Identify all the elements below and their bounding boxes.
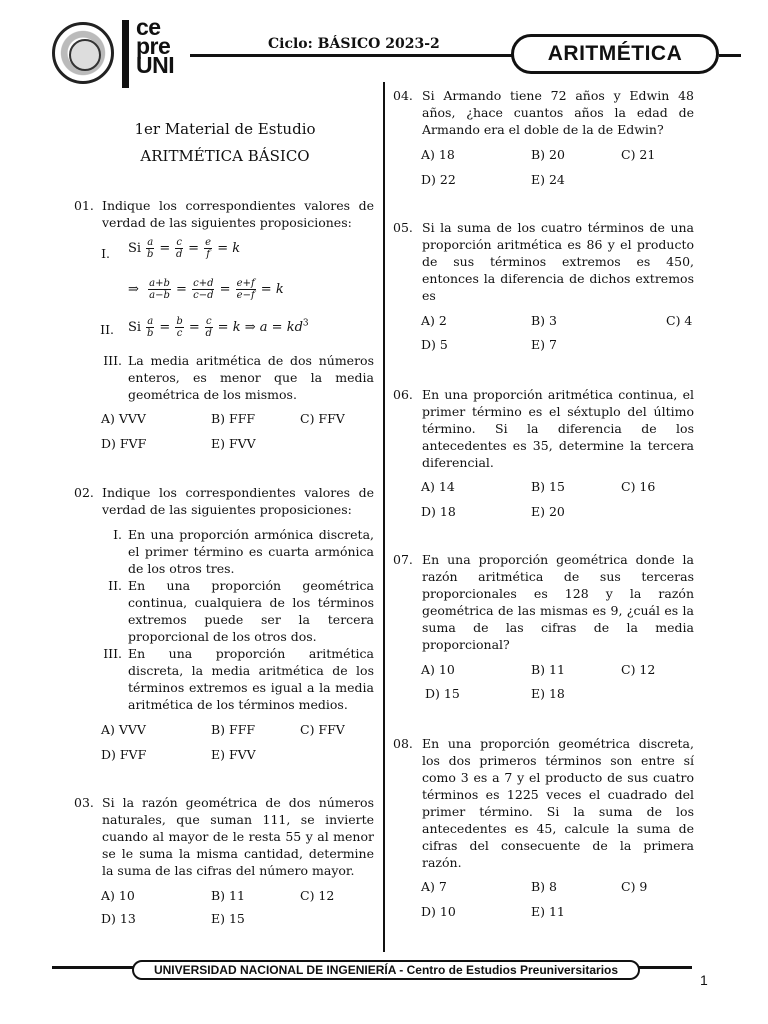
item-text: En una proporción armónica discreta, el primer término es cuarta armónica de los otros tres. bbox=[128, 527, 374, 576]
question-number: 03. bbox=[74, 795, 94, 810]
option: E) 15 bbox=[211, 911, 245, 926]
option: C) 21 bbox=[621, 147, 656, 162]
option: C) FFV bbox=[300, 722, 345, 737]
question-number: 02. bbox=[74, 485, 94, 500]
option: B) 3 bbox=[531, 313, 557, 328]
option: D) FVF bbox=[101, 436, 147, 451]
page-number: 1 bbox=[700, 972, 708, 988]
option: B) 20 bbox=[531, 147, 565, 162]
footer-institution: UNIVERSIDAD NACIONAL DE INGENIERÍA - Centro de Estudios Preuniversitarios bbox=[132, 960, 640, 980]
cepre-uni-logo: ce pre UNI bbox=[136, 14, 175, 78]
option: C) FFV bbox=[300, 411, 345, 426]
item-label: III. bbox=[103, 646, 122, 661]
question-number: 08. bbox=[393, 736, 413, 751]
option: A) 10 bbox=[101, 888, 135, 903]
option: E) 11 bbox=[531, 904, 565, 919]
item-text: En una proporción aritmética discreta, la media aritmética de los términos extremos es igual a la media aritmética de los términos medios. bbox=[128, 646, 374, 712]
formula-II: Si $\frac{a}{b}$ = $\frac{b}{c}$ = $\frac{c}{d}$ = k ⇒ $a = kd^3$ bbox=[128, 316, 309, 339]
question-number: 07. bbox=[393, 552, 413, 567]
option: C) 12 bbox=[300, 888, 335, 903]
option: B) 8 bbox=[531, 879, 557, 894]
question-number: 01. bbox=[74, 198, 94, 213]
option: A) 10 bbox=[421, 662, 455, 677]
question-stem: Indique los correspondientes valores de verdad de las siguientes proposiciones: bbox=[102, 485, 374, 517]
question-number: 04. bbox=[393, 88, 413, 103]
item-text: La media aritmética de dos números enteros, es menor que la media geométrica de los mismos. bbox=[128, 353, 374, 402]
option: D) 18 bbox=[421, 504, 456, 519]
item-label: III. bbox=[103, 353, 122, 368]
option: B) 11 bbox=[211, 888, 245, 903]
material-title: 1er Material de Estudio bbox=[134, 120, 316, 138]
option: E) 24 bbox=[531, 172, 565, 187]
header-rule bbox=[190, 54, 512, 57]
uni-seal-logo bbox=[52, 22, 114, 84]
question-stem: Indique los correspondientes valores de verdad de las siguientes proposiciones: bbox=[102, 198, 374, 230]
option: B) FFF bbox=[211, 722, 256, 737]
cycle-label: Ciclo: BÁSICO 2023-2 bbox=[268, 36, 440, 52]
option: C) 16 bbox=[621, 479, 656, 494]
option: E) 18 bbox=[531, 686, 565, 701]
formula-I-line1: Si $\frac{a}{b}$ = $\frac{c}{d}$ = $\frac{e}{f}$ = k bbox=[128, 237, 241, 260]
question-number: 06. bbox=[393, 387, 413, 402]
item-label: I. bbox=[101, 246, 110, 261]
option: D) 15 bbox=[425, 686, 460, 701]
item-label: II. bbox=[100, 322, 114, 337]
option: A) 18 bbox=[421, 147, 455, 162]
option: E) 7 bbox=[531, 337, 557, 352]
question-stem: En una proporción aritmética continua, el primer término es el séxtuplo del último término. Si la diferencia de los antecedentes es 35, determine la tercera diferencial. bbox=[422, 387, 694, 470]
option: D) 10 bbox=[421, 904, 456, 919]
option: A) VVV bbox=[101, 411, 146, 426]
column-divider bbox=[383, 82, 385, 952]
option: D) FVF bbox=[101, 747, 147, 762]
option: D) 13 bbox=[101, 911, 136, 926]
option: B) FFF bbox=[211, 411, 256, 426]
question-stem: En una proporción geométrica discreta, los dos primeros términos son entre sí como 3 es a 7 y el producto de sus cuatro términos es 1225 veces el cuadrado del primer término. Si la suma de los antecedentes es 45, calcule la suma de cifras del consecuente de la primera razón. bbox=[422, 736, 694, 870]
option: A) 14 bbox=[421, 479, 455, 494]
header-rule-right bbox=[719, 54, 741, 57]
option: B) 11 bbox=[531, 662, 565, 677]
question-stem: Si la suma de los cuatro términos de una proporción aritmética es 86 y el producto de sus términos extremos es 450, entonces la diferencia de dichos extremos es bbox=[422, 220, 694, 303]
option: D) 22 bbox=[421, 172, 456, 187]
item-text: En una proporción geométrica continua, cualquiera de los términos extremos puede ser la tercera proporcional de los otros dos. bbox=[128, 578, 374, 644]
question-stem: Si la razón geométrica de dos números naturales, que suman 111, se invierte cuando al mayor de le resta 55 y al menor se le suma la misma cantidad, determine la suma de las cifras del número mayor. bbox=[102, 795, 374, 878]
option: A) 7 bbox=[421, 879, 447, 894]
option: E) FVV bbox=[211, 436, 256, 451]
option: E) 20 bbox=[531, 504, 565, 519]
question-number: 05. bbox=[393, 220, 413, 235]
item-label: II. bbox=[108, 578, 122, 593]
question-stem: Si Armando tiene 72 años y Edwin 48 años, ¿hace cuantos años la edad de Armando era el doble de la de Edwin? bbox=[422, 88, 694, 137]
header-vertical-bar bbox=[122, 20, 129, 88]
option: D) 5 bbox=[421, 337, 448, 352]
option: A) 2 bbox=[421, 313, 447, 328]
item-label: I. bbox=[113, 527, 122, 542]
option: E) FVV bbox=[211, 747, 256, 762]
question-stem: En una proporción geométrica donde la razón aritmética de sus terceras proporcionales es 128 y la razón geométrica de las mismas es 9, ¿cuál es la suma de las cifras de la media proporcional? bbox=[422, 552, 694, 652]
option: C) 9 bbox=[621, 879, 648, 894]
option: C) 4 bbox=[666, 313, 693, 328]
formula-I-line2: ⇒ $\frac{a+b}{a-b}$ = $\frac{c+d}{c-d}$ = $\frac{e+f}{e-f}$ = k bbox=[128, 278, 284, 301]
option: A) VVV bbox=[101, 722, 146, 737]
option: C) 12 bbox=[621, 662, 656, 677]
option: B) 15 bbox=[531, 479, 565, 494]
course-title: ARITMÉTICA BÁSICO bbox=[140, 147, 310, 165]
subject-badge: ARITMÉTICA bbox=[511, 34, 719, 74]
